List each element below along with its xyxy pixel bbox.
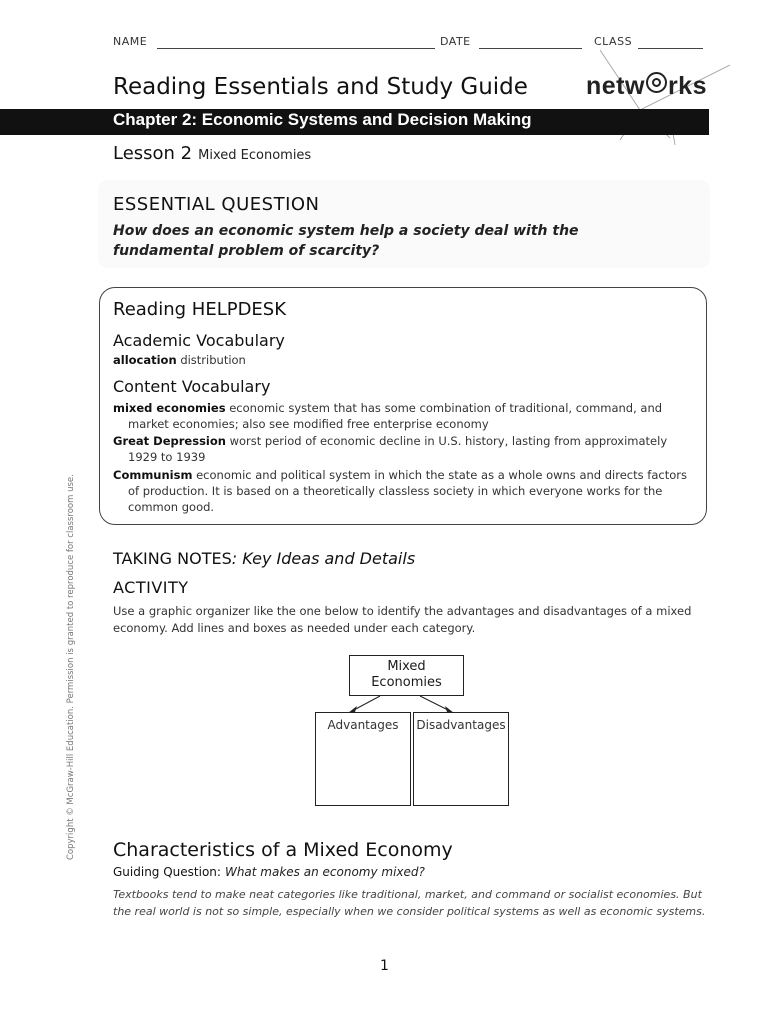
essential-question-text: How does an economic system help a society deal with the fundamental problem of scarcity? (113, 223, 579, 259)
vocab-entry-great-depression: Great Depression worst period of economic decline in U.S. history, lasting from approximately 1929 to 1939 (113, 434, 668, 464)
vocab-entry-communism: Communism economic and political system in which the state as a whole owns and directs factors of production. It is based on a theoretically classless society in which everyone works for the common good. (113, 468, 687, 514)
organizer-mixed-economies-box: Mixed Economies (349, 655, 464, 696)
academic-vocab-heading: Academic Vocabulary (113, 331, 285, 350)
class-line (638, 48, 703, 49)
lesson-heading (113, 143, 311, 164)
organizer-advantages-box: Advantages (315, 712, 411, 806)
section-body: Textbooks tend to make neat categories like traditional, market, and command or socialist economies. But the real world is not so simple, especially when we consider political systems as well as economic systems. (113, 888, 706, 918)
chapter-title: Chapter 2: Economic Systems and Decision Making (113, 110, 532, 129)
content-vocab-heading: Content Vocabulary (113, 377, 271, 396)
name-label: NAME (113, 35, 148, 48)
taking-notes-heading: TAKING NOTES: Key Ideas and Details (113, 549, 416, 568)
copyright-notice: Copyright © McGraw-Hill Education. Permission is granted to reproduce for classroom use. (66, 474, 76, 860)
activity-instructions: Use a graphic organizer like the one below to identify the advantages and disadvantages of a mixed economy. Add lines and boxes as needed under each category. (113, 604, 692, 635)
lesson-label: Lesson 2 (113, 143, 193, 164)
date-line (479, 48, 582, 49)
guiding-question: Guiding Question: What makes an economy mixed? (113, 865, 425, 879)
page-number: 1 (380, 958, 389, 974)
networks-logo: netw rks (586, 72, 707, 100)
class-label: CLASS (594, 35, 633, 48)
target-o-icon (646, 72, 667, 93)
helpdesk-title: Reading HELPDESK (113, 299, 287, 320)
section-title: Characteristics of a Mixed Economy (113, 839, 453, 861)
guide-title: Reading Essentials and Study Guide (113, 74, 528, 100)
activity-heading: ACTIVITY (113, 578, 189, 597)
date-label: DATE (440, 35, 471, 48)
lesson-name: Mixed Economies (198, 148, 312, 163)
organizer-disadvantages-box: Disadvantages (413, 712, 509, 806)
academic-vocab-entry: allocation distribution (113, 353, 246, 367)
name-line (157, 48, 435, 49)
essential-question-title: ESSENTIAL QUESTION (113, 194, 320, 215)
vocab-entry-mixed-economies: mixed economies economic system that has some combination of traditional, command, and market economies; also see modified free enterprise economy (113, 401, 663, 431)
